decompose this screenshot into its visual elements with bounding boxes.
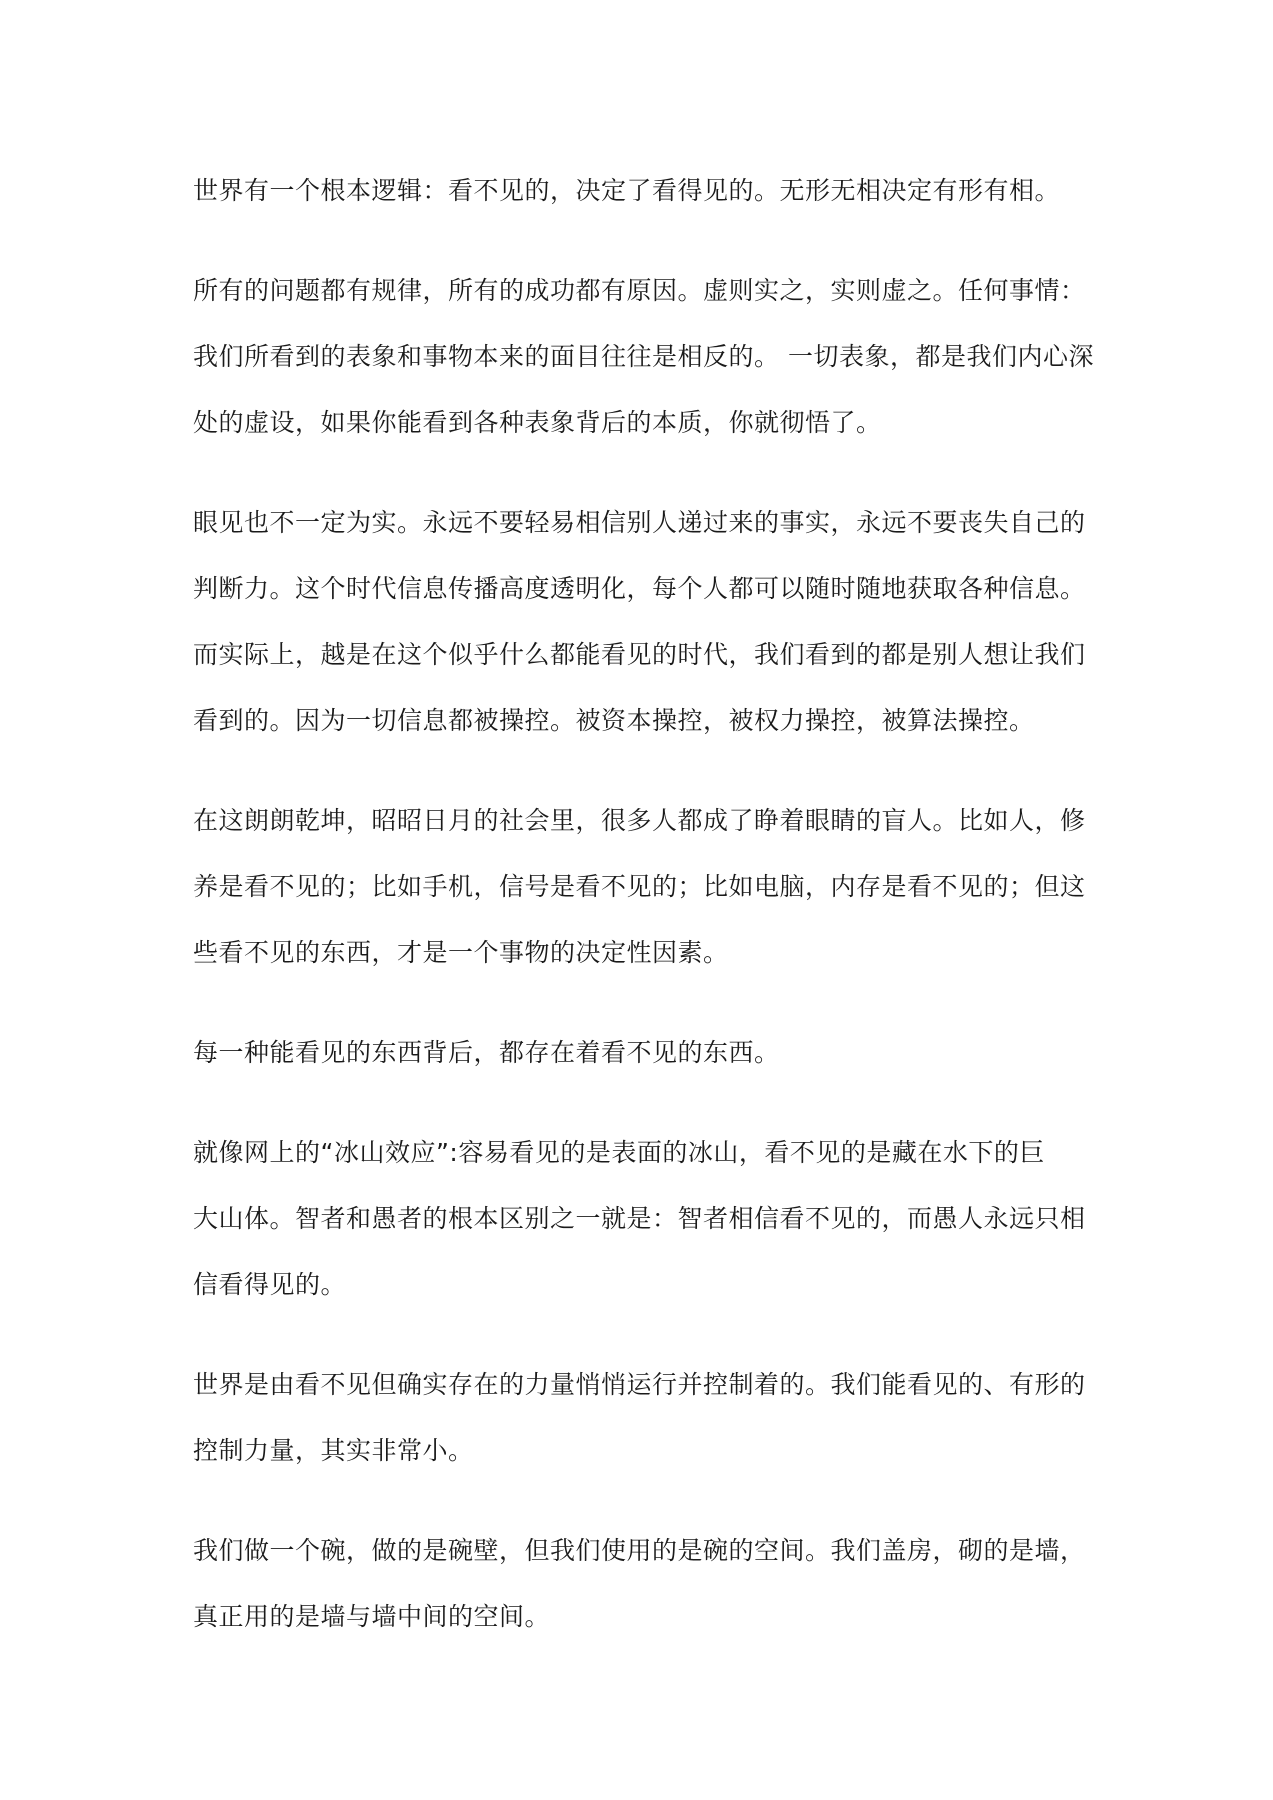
text-line: 大山体。智者和愚者的根本区别之一就是：智者相信看不见的，而愚人永远只相 (193, 1204, 1086, 1233)
text-line: 信看得见的。 (193, 1270, 347, 1299)
text-line: 处的虚设，如果你能看到各种表象背后的本质，你就彻悟了。 (193, 408, 882, 437)
text-line: 世界有一个根本逻辑：看不见的，决定了看得见的。无形无相决定有形有相。 (193, 176, 1061, 205)
paragraph-2 (193, 258, 1093, 456)
paragraph-gap (193, 1484, 1093, 1518)
paragraph-gap (193, 456, 1093, 490)
text-line: 养是看不见的；比如手机，信号是看不见的；比如电脑，内存是看不见的；但这 (193, 872, 1086, 901)
paragraph-5 (193, 1020, 1093, 1086)
paragraph-8 (193, 1518, 1093, 1650)
paragraph-7 (193, 1352, 1093, 1484)
text-line: 看到的。因为一切信息都被操控。被资本操控，被权力操控，被算法操控。 (193, 706, 1035, 735)
paragraph-6 (193, 1120, 1093, 1318)
text-line: 控制力量，其实非常小。 (193, 1436, 474, 1465)
text-line: 我们所看到的表象和事物本来的面目往往是相反的。 一切表象，都是我们内心深 (193, 342, 1094, 371)
text-line: 在这朗朗乾坤，昭昭日月的社会里，很多人都成了睁着眼睛的盲人。比如人，修 (193, 806, 1086, 835)
text-line: 所有的问题都有规律，所有的成功都有原因。虚则实之，实则虚之。任何事情： (193, 276, 1086, 305)
paragraph-gap (193, 224, 1093, 258)
text-line: 而实际上，越是在这个似乎什么都能看见的时代，我们看到的都是别人想让我们 (193, 640, 1086, 669)
text-line: 就像网上的“冰山效应”:容易看见的是表面的冰山，看不见的是藏在水下的巨 (193, 1138, 1045, 1167)
text-line: 真正用的是墙与墙中间的空间。 (193, 1602, 551, 1631)
text-line: 判断力。这个时代信息传播高度透明化，每个人都可以随时随地获取各种信息。 (193, 574, 1086, 603)
paragraph-gap (193, 1086, 1093, 1120)
paragraph-gap (193, 754, 1093, 788)
paragraph-4 (193, 788, 1093, 986)
paragraph-1 (193, 158, 1093, 224)
text-line: 眼见也不一定为实。永远不要轻易相信别人递过来的事实，永远不要丧失自己的 (193, 508, 1086, 537)
text-line: 每一种能看见的东西背后，都存在着看不见的东西。 (193, 1038, 780, 1067)
paragraph-3 (193, 490, 1093, 754)
paragraph-gap (193, 1318, 1093, 1352)
document-body (193, 158, 1093, 1650)
paragraph-gap (193, 986, 1093, 1020)
text-line: 世界是由看不见但确实存在的力量悄悄运行并控制着的。我们能看见的、有形的 (193, 1370, 1086, 1399)
text-line: 我们做一个碗，做的是碗壁，但我们使用的是碗的空间。我们盖房，砌的是墙， (193, 1536, 1086, 1565)
text-line: 些看不见的东西，才是一个事物的决定性因素。 (193, 938, 729, 967)
